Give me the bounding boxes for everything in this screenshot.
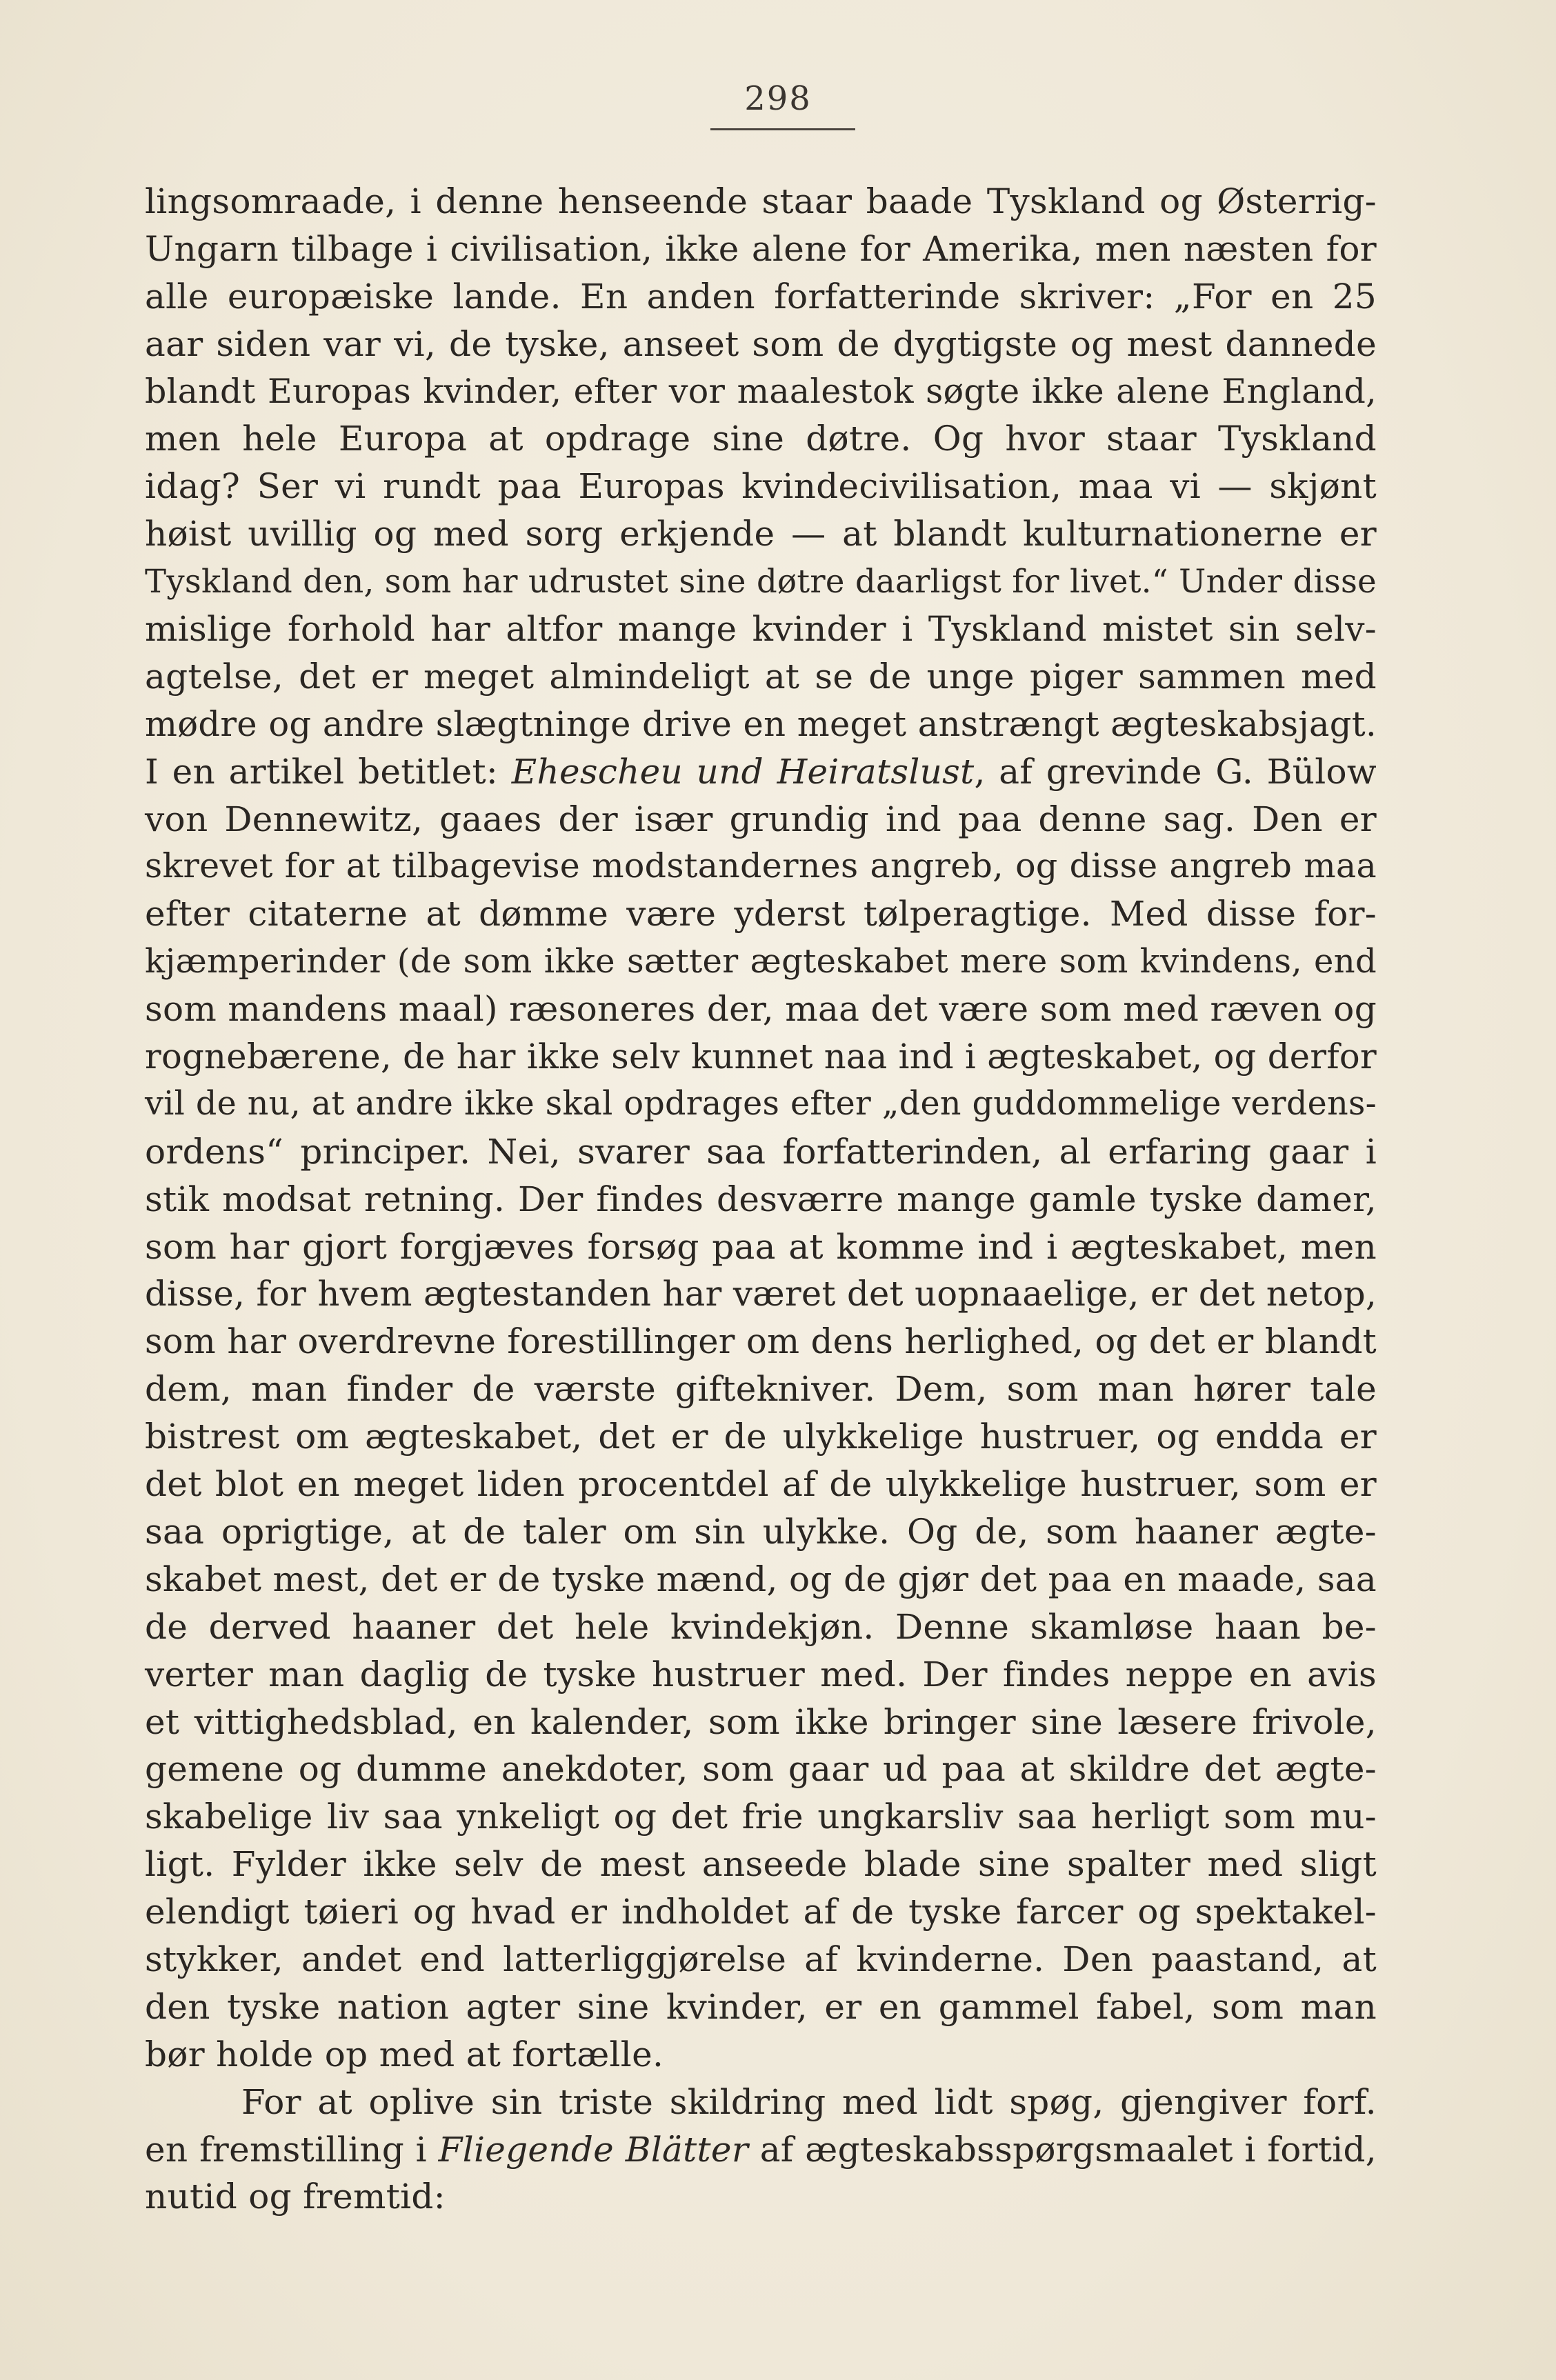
text-line: mødre og andre slægtninge drive en meget anstrængt ægteskabsjagt. [145,703,1377,744]
text-line: saa oprigtige, at de taler om sin ulykke. Og de, som haaner ægte- [145,1511,1377,1552]
header-rule [710,128,855,130]
text-line: de derved haaner det hele kvindekjøn. Denne skamløse haan be- [145,1606,1377,1647]
text-line: mislige forhold har altfor mange kvinder i Tyskland mistet sin selv- [145,609,1377,650]
paragraph-end-line: nutid og fremtid: [145,2177,446,2217]
text-line: idag? Ser vi rundt paa Europas kvindecivilisation, maa vi — skjønt [145,466,1377,507]
text-line: kjæmperinder (de som ikke sætter ægteskabet mere som kvindens, end [145,942,1377,981]
text-line: Ungarn tilbage i civilisation, ikke alene for Amerika, men næsten for [145,228,1377,269]
text-span: , af grevinde G. Bülow [974,751,1377,792]
text-line: som har overdrevne forestillinger om dens herlighed, og det er blandt [145,1321,1377,1362]
text-line: stik modsat retning. Der findes desværre mange gamle tyske damer, [145,1179,1377,1219]
text-line: verter man daglig de tyske hustruer med. Der findes neppe en avis [145,1654,1377,1694]
text-line: men hele Europa at opdrage sine døtre. Og hvor staar Tyskland [145,419,1377,459]
text-line: skabelige liv saa ynkeligt og det frie ungkarsliv saa herligt som mu- [145,1797,1377,1837]
text-line: gemene og dumme anekdoter, som gaar ud paa at skildre det ægte- [145,1749,1377,1790]
text-line: agtelse, det er meget almindeligt at se de unge piger sammen med [145,656,1377,697]
text-line: bistrest om ægteskabet, det er de ulykkelige hustruer, og endda er [145,1417,1377,1457]
text-line: alle europæiske lande. En anden forfatterinde skriver: „For en 25 [145,276,1377,317]
text-line: det blot en meget liden procentdel af de ulykkelige hustruer, som er [145,1464,1377,1505]
text-line: rognebærene, de har ikke selv kunnet naa ind i ægteskabet, og derfor [145,1037,1377,1077]
paragraph-start-line: For at oplive sin triste skildring med lidt spøg, gjengiver forf. [241,2081,1377,2122]
text-line: vil de nu, at andre ikke skal opdrages efter „den guddommelige verdens- [145,1084,1377,1123]
text-line: et vittighedsblad, en kalender, som ikke bringer sine læsere frivole, [145,1701,1377,1742]
text-line: ligt. Fylder ikke selv de mest anseede blade sine spalter med sligt [145,1844,1377,1885]
paragraph-end-line: bør holde op med at fortælle. [145,2034,664,2074]
text-line: ordens“ principer. Nei, svarer saa forfatterinden, al erfaring gaar i [145,1131,1377,1172]
italic-title: Ehescheu und Heiratslust [511,751,975,792]
text-line: skabet mest, det er de tyske mænd, og de gjør det paa en maade, saa [145,1559,1377,1599]
text-line: aar siden var vi, de tyske, anseet som de dygtigste og mest dannede [145,323,1377,364]
text-line: stykker, andet end latterliggjørelse af kvinderne. Den paastand, at [145,1939,1377,1979]
text-line: Tyskland den, som har udrustet sine døtre daarligst for livet.“ Under disse [145,563,1377,601]
text-line: som mandens maal) ræsoneres der, maa det være som med ræven og [145,989,1377,1030]
text-span: af ægteskabsspørgsmaalet i fortid, [748,2129,1377,2170]
text-line [145,748,1377,796]
text-line [145,2126,1377,2174]
text-line: dem, man finder de værste giftekniver. Dem, som man hører tale [145,1369,1377,1410]
text-line: den tyske nation agter sine kvinder, er en gammel fabel, som man [145,1986,1377,2027]
text-line: høist uvillig og med sorg erkjende — at blandt kulturnationerne er [145,514,1377,554]
text-line: skrevet for at tilbagevise modstandernes angreb, og disse angreb maa [145,846,1377,886]
text-line: elendigt tøieri og hvad er indholdet af de tyske farcer og spektakel- [145,1892,1377,1932]
text-span: I en artikel betitlet: [145,751,512,792]
page-number: 298 [744,79,812,118]
text-line: efter citaterne at dømme være yderst tølperagtige. Med disse for- [145,894,1377,934]
italic-title: Fliegende Blätter [438,2129,749,2170]
text-line: som har gjort forgjæves forsøg paa at komme ind i ægteskabet, men [145,1226,1377,1267]
body-text [145,178,1377,2221]
text-line: von Dennewitz, gaaes der især grundig ind paa denne sag. Den er [145,799,1377,839]
text-line: disse, for hvem ægtestanden har været det uopnaaelige, er det netop, [145,1274,1377,1314]
text-line: blandt Europas kvinder, efter vor maalestok søgte ikke alene England, [145,371,1377,411]
text-span: en fremstilling i [145,2129,439,2170]
text-line: lingsomraade, i denne henseende staar baade Tyskland og Østerrig- [145,181,1377,221]
